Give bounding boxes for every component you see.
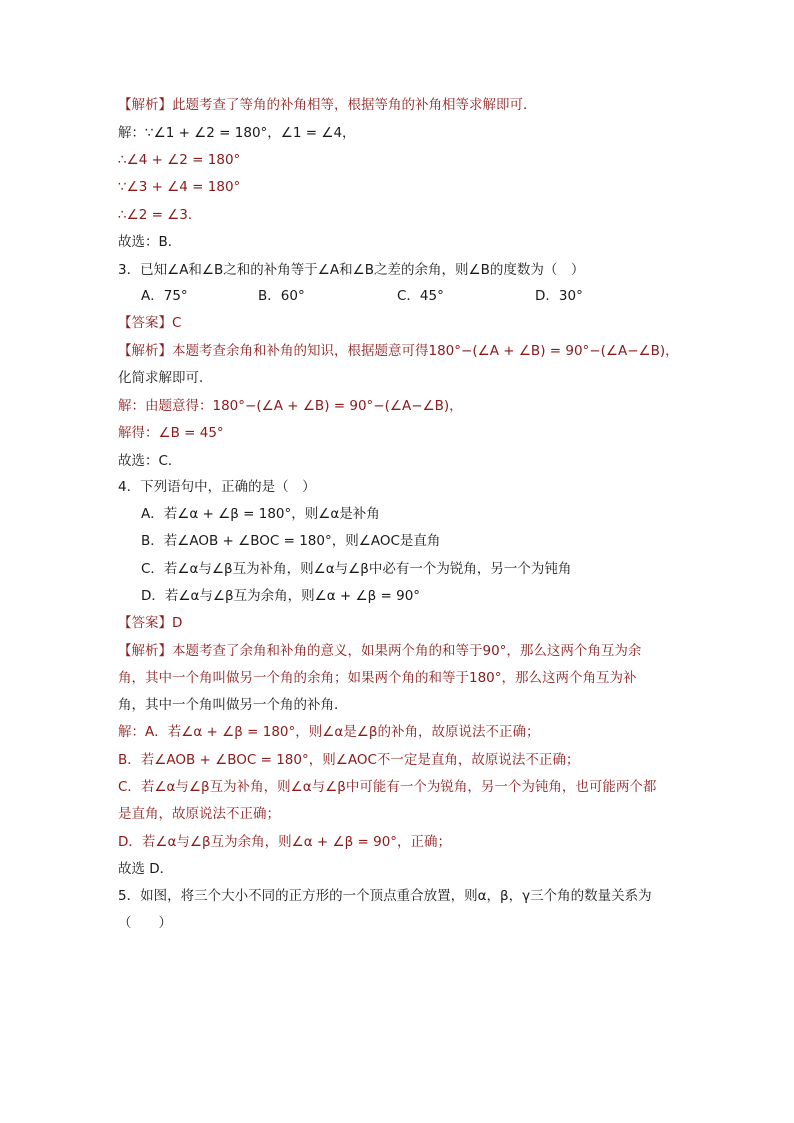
solution-4-line-b: B．若∠AOB + ∠BOC = 180°，则∠AOC不一定是直角，故原说法不正确；	[118, 752, 580, 768]
question-3-choices	[141, 286, 701, 306]
question-4-option-c: C．若∠α与∠β互为补角，则∠α与∠β中必有一个为锐角，另一个为钝角	[141, 561, 572, 577]
choose-answer-4: 故选 D．	[118, 861, 174, 877]
analysis-4-line-2: 角，其中一个角叫做另一个角的余角；如果两个角的和等于180°，那么这两个角互为补	[118, 670, 637, 686]
solution-4-line-c: C．若∠α与∠β互为补角，则∠α与∠β中可能有一个为锐角，另一个为钝角，也可能两个都	[118, 779, 657, 795]
solution-4-line-d: D．若∠α与∠β互为余角，则∠α + ∠β = 90°，正确；	[118, 834, 452, 850]
solution-4-line-c-cont: 是直角，故原说法不正确；	[118, 806, 280, 822]
question-4-option-a: A．若∠α + ∠β = 180°，则∠α是补角	[141, 506, 380, 522]
analysis-4-line-3: 角，其中一个角叫做另一个角的补角．	[118, 697, 348, 713]
choose-answer-3: 故选：C．	[118, 453, 182, 469]
solution-3-line-2: 解得：∠B = 45°	[118, 425, 224, 441]
answer-3: 【答案】C	[118, 315, 182, 331]
question-3: 3．已知∠A和∠B之和的补角等于∠A和∠B之差的余角，则∠B的度数为（ ）	[118, 262, 585, 278]
question-4-option-d: D．若∠α与∠β互为余角，则∠α + ∠β = 90°	[141, 588, 421, 604]
choice-a: A．75°	[141, 288, 188, 304]
solution-line-2: ∴∠4 + ∠2 = 180°	[118, 152, 241, 168]
solution-line-3: ∵∠3 + ∠4 = 180°	[118, 179, 241, 195]
analysis-3: 【解析】本题考查余角和补角的知识，根据题意可得180°−(∠A + ∠B) = 90°−(∠A−∠B)，	[118, 343, 679, 359]
solution-3-line-1: 解：由题意得：180°−(∠A + ∠B) = 90°−(∠A−∠B)，	[118, 398, 463, 414]
solution-4-line-a: 解：A．若∠α + ∠β = 180°，则∠α是∠β的补角，故原说法不正确；	[118, 724, 540, 740]
analysis-1: 【解析】此题考查了等角的补角相等，根据等角的补角相等求解即可．	[118, 97, 537, 113]
choice-c: C．45°	[397, 288, 444, 304]
question-5: 5．如图，将三个大小不同的正方形的一个顶点重合放置，则α，β，γ三个角的数量关系为	[118, 888, 652, 904]
analysis-4-line-1: 【解析】本题考查了余角和补角的意义，如果两个角的和等于90°，那么这两个角互为余	[118, 643, 642, 659]
question-5-blank: （ ）	[118, 915, 172, 931]
question-4: 4．下列语句中，正确的是（ ）	[118, 479, 316, 495]
analysis-3-cont: 化简求解即可．	[118, 370, 213, 386]
solution-line-1: 解：∵∠1 + ∠2 = 180°，∠1 = ∠4，	[118, 125, 356, 141]
question-4-option-b: B．若∠AOB + ∠BOC = 180°，则∠AOC是直角	[141, 533, 441, 549]
choose-answer-1: 故选：B．	[118, 234, 182, 250]
solution-line-4: ∴∠2 = ∠3．	[118, 207, 202, 223]
answer-4: 【答案】D	[118, 615, 183, 631]
choice-b: B．60°	[258, 288, 305, 304]
choice-d: D．30°	[535, 288, 583, 304]
